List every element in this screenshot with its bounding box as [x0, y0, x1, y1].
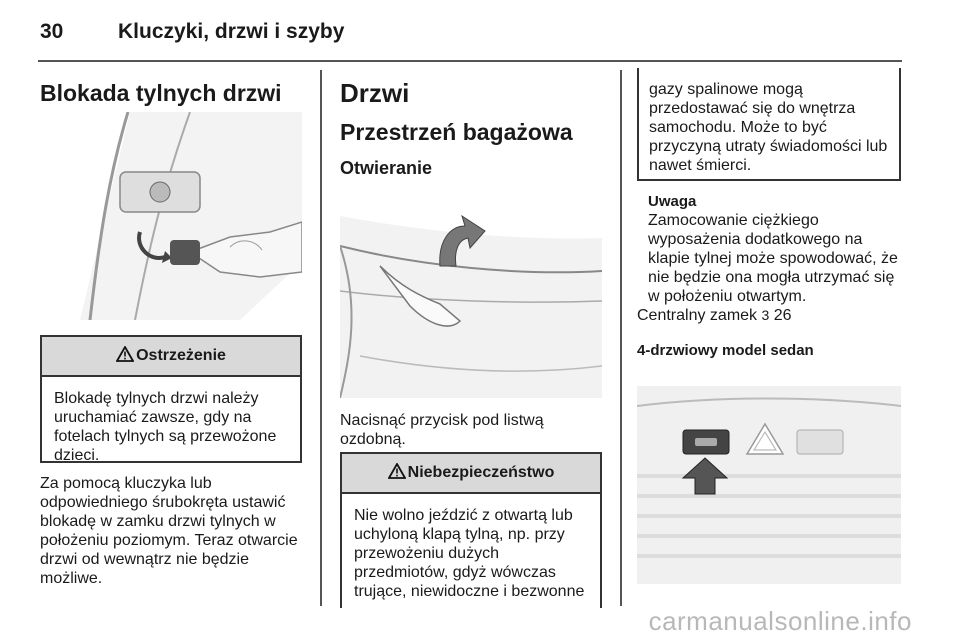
rear-door-lock-illustration [40, 112, 302, 320]
sedan-trunk-button-illustration [637, 366, 901, 584]
page-title: Kluczyki, drzwi i szyby [118, 20, 345, 43]
danger-box-text: Nie wolno jeździć z otwartą lub uchyloną klapą tylną, np. przy przewożeniu dużych przedmiotów, gdyż wówczas trujące, niewidoczne i bezwonne [354, 507, 585, 600]
danger-box-header [342, 454, 600, 494]
warning-box [40, 335, 302, 463]
subheading-luggage: Przestrzeń bagażowa [340, 119, 573, 145]
central-lock-reference[interactable] [637, 306, 792, 325]
danger-box-continued-text: gazy spalinowe mogą przedostawać się do wnętrza samochodu. Może to być przyczyną utraty świadomości lub nawet śmierci. [649, 81, 888, 174]
central-lock-page: 26 [773, 307, 792, 324]
warning-box-header [42, 337, 300, 377]
danger-box-title: Niebezpieczeństwo [407, 464, 555, 481]
section-heading-doors: Drzwi [340, 78, 410, 108]
rear-lock-paragraph: Za pomocą kluczyka lub odpowiedniego śrubokręta ustawić blokadę w zamku drzwi tylnych w położeniu poziomym. Teraz otwarcie drzwi od wewnątrz nie będzie możliwe. [40, 475, 298, 587]
warning-box-title: Ostrzeżenie [136, 347, 226, 364]
page-number: 30 [40, 20, 64, 43]
note-block [648, 192, 904, 306]
column-divider-2 [620, 70, 622, 606]
opening-paragraph: Nacisnąć przycisk pod listwą ozdobną. [340, 412, 544, 448]
danger-box-continued [637, 68, 901, 181]
page-ref-arrow-icon: 3 [761, 307, 770, 323]
subheading-opening: Otwieranie [340, 158, 433, 178]
sedan-model-heading: 4-drzwiowy model sedan [637, 342, 814, 359]
tailgate-opening-illustration [340, 186, 602, 398]
header-rule [38, 60, 902, 62]
warning-triangle-icon [116, 346, 134, 367]
warning-box-text: Blokadę tylnych drzwi należy uruchamiać zawsze, gdy na fotelach tylnych są przewożone dzieci. [54, 390, 277, 464]
section-heading-rear-lock: Blokada tylnych drzwi [40, 80, 282, 106]
column-divider-1 [320, 70, 322, 606]
note-title: Uwaga [648, 193, 697, 210]
central-lock-label: Centralny zamek [637, 307, 758, 324]
note-text: Zamocowanie ciężkiego wyposażenia dodatkowego na klapie tylnej może spowodować, że nie będzie ona mogła utrzymać się w położeniu otwartym. [648, 212, 898, 305]
watermark: carmanualsonline.info [648, 606, 912, 636]
warning-triangle-icon [388, 463, 406, 484]
danger-box [340, 452, 602, 608]
